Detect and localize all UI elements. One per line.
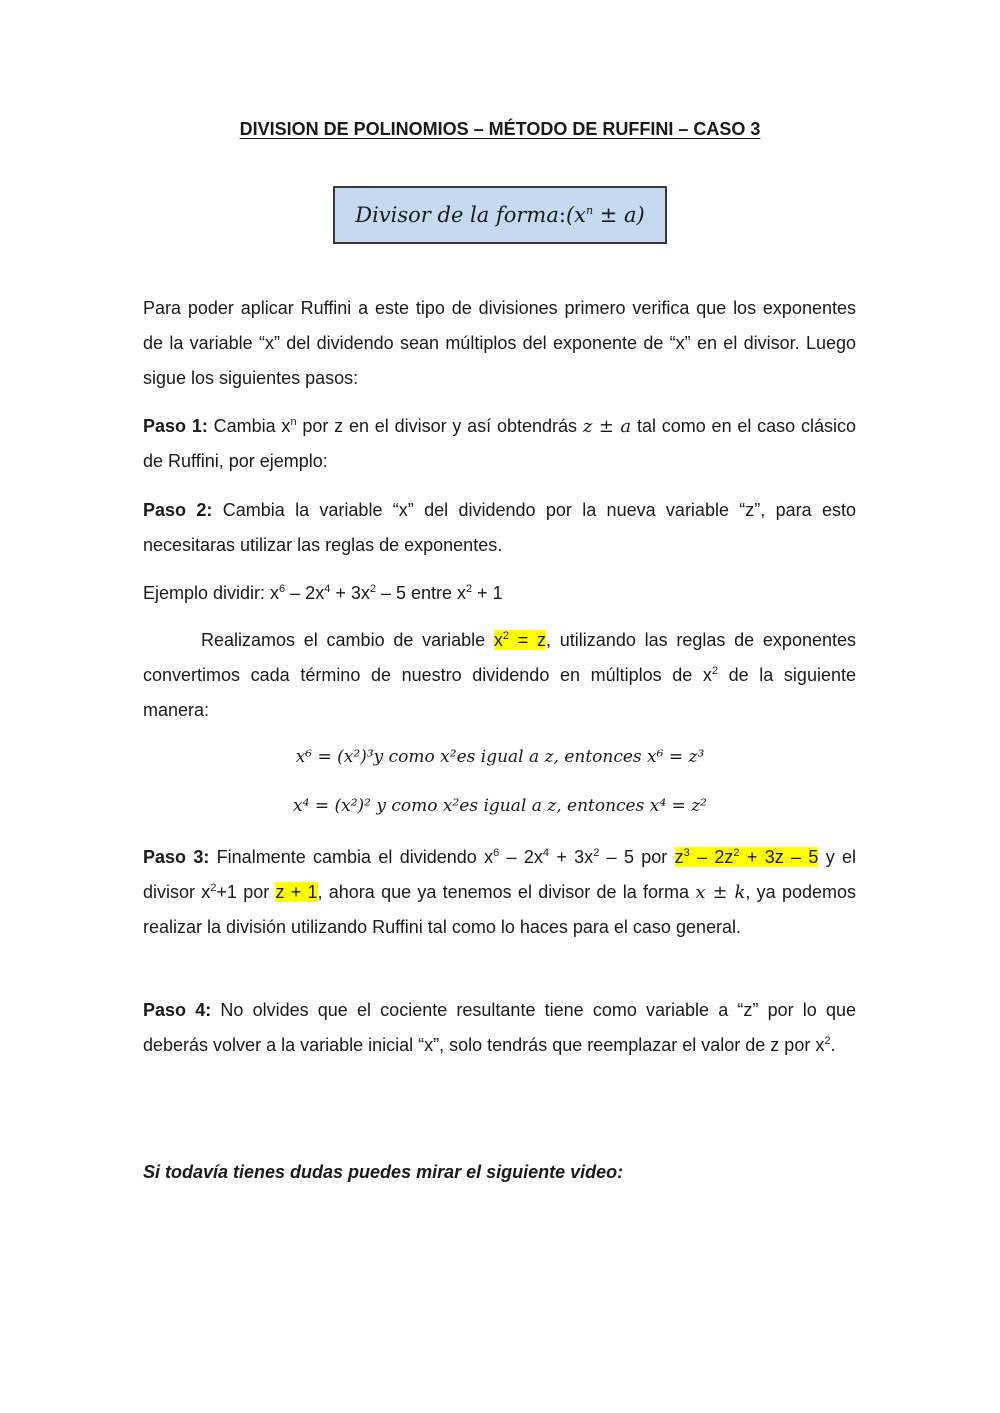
video-note: Si todavía tienes dudas puedes mirar el siguiente video: xyxy=(143,1162,624,1182)
equation-x4: x⁴ = (x²)² y como x²es igual a z, entonces x⁴ = z² xyxy=(293,796,707,816)
page-title: DIVISION DE POLINOMIOS – MÉTODO DE RUFFINI – CASO 3 xyxy=(239,119,761,139)
equation-x6: x⁶ = (x²)³y como x²es igual a z, entonces x⁶ = z³ xyxy=(295,747,705,767)
paso-3-paragraph: Paso 3: Finalmente cambia el dividendo $x^6 - 2x^4 + 3x^2 - 5$ por $z^3 - 2z^2 + 3z - 5$ y el divisor $x^2+1$ por z + 1, ahora que ya tenemos el divisor de la forma x ± k, ya podemos realizar la división utilizando Ruffini tal como lo haces para el caso general. xyxy=(143,847,857,937)
paso-4-paragraph: Paso 4: No olvides que el cociente resultante tiene como variable a “z” por lo que deberás volver a la variable inicial “x”, solo tendrás que reemplazar el valor de z por $x^2$. xyxy=(143,1000,857,1055)
intro-paragraph: Para poder aplicar Ruffini a este tipo de divisiones primero verifica que los exponentes de la variable “x” del dividendo sean múltiplos del exponente de “x” en el divisor. Luego sigue los siguientes pasos: xyxy=(143,298,856,388)
paso-3-math: x ± k xyxy=(695,882,746,903)
paso-2-paragraph: Paso 2: Cambia la variable “x” del dividendo por la nueva variable “z”, para esto necesitaras utilizar las reglas de exponentes. xyxy=(143,500,857,555)
highlight-new-dividend: $z^3 - 2z^2 + 3z - 5$ xyxy=(674,847,819,867)
variable-change-paragraph: Realizamos el cambio de variable $x^2 = z$, utilizando las reglas de exponentes convertimos cada término de nuestro dividendo en múltiplos de $x^2$ de la siguiente manera: xyxy=(143,630,856,720)
paso-1-label: Paso 1: xyxy=(143,416,208,436)
paso-1-paragraph: Paso 1: Cambia $x^n$ por z en el divisor y así obtendrás z ± a tal como en el caso clásico de Ruffini, por ejemplo: xyxy=(143,416,857,471)
paso-4-label: Paso 4: xyxy=(143,1000,212,1020)
paso-1-math: z ± a xyxy=(582,416,632,437)
example-line: Ejemplo dividir: $x^6 - 2x^4 + 3x^2 - 5$ entre $x^2 + 1$ xyxy=(143,583,503,603)
highlight-variable-change: $x^2 = z$ xyxy=(493,630,547,650)
paso-3-label: Paso 3: xyxy=(143,847,210,867)
divisor-form-box xyxy=(333,186,667,244)
divisor-form-formula: Divisor de la $forma:(x^n \pm a)$ xyxy=(355,202,645,227)
paso-2-label: Paso 2: xyxy=(143,500,213,520)
highlight-new-divisor: z + 1 xyxy=(275,882,318,902)
